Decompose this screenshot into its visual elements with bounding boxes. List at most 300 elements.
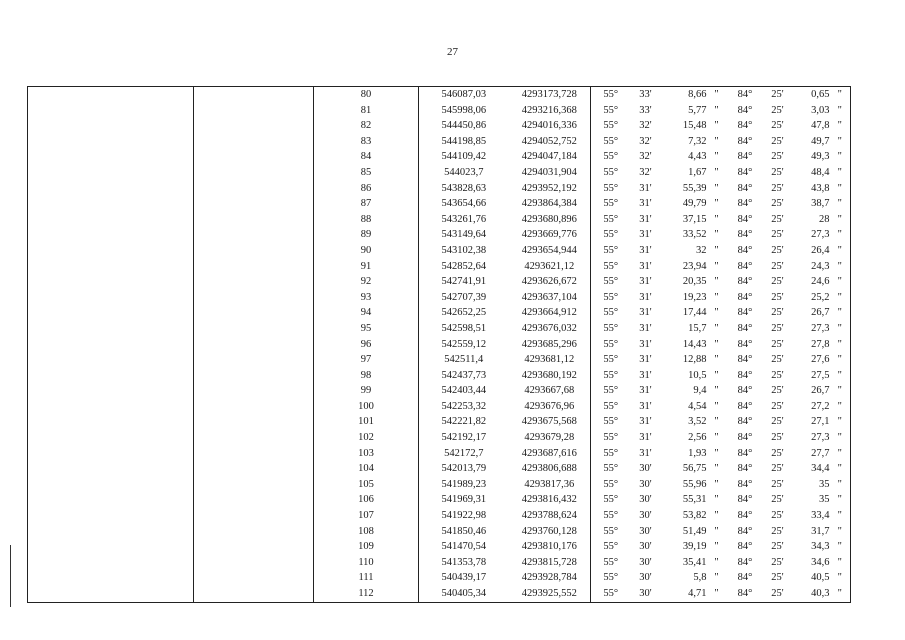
y-coordinate: 4293173,728 bbox=[509, 87, 591, 103]
latitude-seconds: 55,96 bbox=[682, 478, 707, 490]
blank-cell-b bbox=[194, 492, 314, 508]
latitude-seconds: 15,48 bbox=[682, 120, 707, 132]
latitude-seconds: 5,77 bbox=[688, 104, 707, 116]
point-number: 109 bbox=[314, 539, 419, 555]
table-row bbox=[28, 492, 851, 508]
blank-cell-b bbox=[194, 570, 314, 586]
latitude-seconds: 35,41 bbox=[682, 556, 707, 568]
table-row bbox=[28, 446, 851, 462]
x-coordinate: 542253,32 bbox=[419, 399, 509, 415]
table-row bbox=[28, 274, 851, 290]
y-coordinate: 4293760,128 bbox=[521, 525, 577, 537]
latitude-minutes: 31' bbox=[639, 447, 652, 459]
blank-cell-a bbox=[28, 555, 194, 571]
y-coordinate: 4293621,12 bbox=[524, 260, 575, 272]
table-row bbox=[28, 399, 851, 415]
longitude-seconds-mark: " bbox=[830, 461, 851, 477]
y-coordinate: 4293816,432 bbox=[521, 494, 577, 506]
longitude-minutes: 25' bbox=[771, 213, 784, 225]
latitude-degrees: 55° bbox=[591, 508, 631, 524]
latitude-seconds: 2,56 bbox=[688, 432, 707, 444]
longitude-seconds: 26,7 bbox=[811, 307, 830, 319]
x-coordinate: 542852,64 bbox=[419, 259, 509, 275]
longitude-seconds: 27,2 bbox=[811, 400, 830, 412]
latitude-degrees: 55° bbox=[591, 274, 631, 290]
latitude-seconds-mark: " bbox=[714, 478, 719, 490]
point-number: 98 bbox=[314, 368, 419, 384]
latitude-degrees: 55° bbox=[591, 524, 631, 540]
latitude-seconds-mark: " bbox=[714, 447, 719, 459]
latitude-seconds-mark: " bbox=[714, 541, 719, 553]
longitude-degrees: 84° bbox=[737, 307, 753, 319]
latitude-seconds: 56,75 bbox=[682, 463, 707, 475]
point-number: 95 bbox=[314, 321, 419, 337]
longitude-seconds-mark: " bbox=[830, 337, 851, 353]
latitude-minutes: 30' bbox=[639, 494, 652, 506]
latitude-seconds: 49,79 bbox=[682, 198, 707, 210]
longitude-seconds-mark: " bbox=[830, 539, 851, 555]
latitude-degrees: 55° bbox=[591, 570, 631, 586]
longitude-degrees: 84° bbox=[737, 182, 753, 194]
blank-cell-b bbox=[194, 477, 314, 493]
longitude-degrees: 84° bbox=[737, 416, 753, 428]
blank-cell-b bbox=[194, 274, 314, 290]
page-number: 27 bbox=[447, 46, 458, 58]
longitude-seconds-mark: " bbox=[830, 118, 851, 134]
longitude-seconds: 0,65 bbox=[792, 87, 830, 103]
point-number: 103 bbox=[314, 446, 419, 462]
latitude-minutes: 31' bbox=[639, 229, 652, 241]
y-coordinate: 4293680,192 bbox=[521, 369, 577, 381]
longitude-seconds-mark: " bbox=[830, 243, 851, 259]
longitude-minutes: 25' bbox=[771, 510, 784, 522]
y-coordinate: 4293664,912 bbox=[521, 307, 577, 319]
x-coordinate: 541470,54 bbox=[419, 539, 509, 555]
x-coordinate: 542707,39 bbox=[419, 290, 509, 306]
blank-cell-b bbox=[194, 87, 314, 103]
longitude-seconds-mark: " bbox=[830, 134, 851, 150]
longitude-degrees: 84° bbox=[737, 447, 753, 459]
longitude-seconds: 35 bbox=[819, 478, 830, 490]
latitude-minutes: 30' bbox=[639, 556, 652, 568]
longitude-seconds-mark: " bbox=[830, 212, 851, 228]
latitude-seconds-mark: " bbox=[714, 400, 719, 412]
latitude-degrees: 55° bbox=[591, 212, 631, 228]
latitude-minutes: 31' bbox=[639, 307, 652, 319]
x-coordinate: 543149,64 bbox=[419, 227, 509, 243]
point-number: 97 bbox=[314, 352, 419, 368]
latitude-seconds-mark: " bbox=[714, 244, 719, 256]
latitude-minutes: 31' bbox=[639, 400, 652, 412]
longitude-minutes: 25' bbox=[764, 87, 792, 103]
point-number: 100 bbox=[314, 399, 419, 415]
longitude-minutes: 25' bbox=[771, 572, 784, 584]
latitude-degrees: 55° bbox=[591, 259, 631, 275]
latitude-minutes: 31' bbox=[639, 213, 652, 225]
point-number: 91 bbox=[314, 259, 419, 275]
y-coordinate: 4293669,776 bbox=[521, 229, 577, 241]
longitude-minutes: 25' bbox=[771, 541, 784, 553]
x-coordinate: 543828,63 bbox=[419, 181, 509, 197]
y-coordinate: 4293667,68 bbox=[524, 385, 575, 397]
y-coordinate: 4294052,752 bbox=[521, 135, 577, 147]
longitude-seconds-mark: " bbox=[830, 368, 851, 384]
blank-cell-a bbox=[28, 259, 194, 275]
table-row bbox=[28, 196, 851, 212]
longitude-minutes: 25' bbox=[771, 229, 784, 241]
x-coordinate: 541353,78 bbox=[419, 555, 509, 571]
latitude-seconds: 51,49 bbox=[682, 525, 707, 537]
y-coordinate: 4293676,96 bbox=[524, 400, 575, 412]
latitude-seconds-mark: " bbox=[714, 198, 719, 210]
table-row bbox=[28, 181, 851, 197]
latitude-degrees: 55° bbox=[591, 134, 631, 150]
table-row bbox=[28, 243, 851, 259]
latitude-degrees: 55° bbox=[591, 87, 631, 103]
longitude-minutes: 25' bbox=[771, 182, 784, 194]
blank-cell-a bbox=[28, 524, 194, 540]
blank-cell-a bbox=[28, 430, 194, 446]
longitude-degrees: 84° bbox=[737, 525, 753, 537]
longitude-degrees: 84° bbox=[737, 135, 753, 147]
longitude-minutes: 25' bbox=[771, 198, 784, 210]
longitude-seconds-mark: " bbox=[830, 290, 851, 306]
latitude-seconds: 55,31 bbox=[682, 494, 707, 506]
latitude-seconds: 4,54 bbox=[688, 400, 707, 412]
x-coordinate: 542598,51 bbox=[419, 321, 509, 337]
table-row bbox=[28, 149, 851, 165]
blank-cell-b bbox=[194, 134, 314, 150]
longitude-seconds: 27,7 bbox=[811, 447, 830, 459]
x-coordinate: 544023,7 bbox=[419, 165, 509, 181]
latitude-minutes: 31' bbox=[639, 244, 652, 256]
blank-cell-a bbox=[28, 118, 194, 134]
latitude-seconds-mark: " bbox=[714, 260, 719, 272]
longitude-seconds-mark: " bbox=[830, 492, 851, 508]
blank-cell-b bbox=[194, 196, 314, 212]
table-row bbox=[28, 383, 851, 399]
x-coordinate: 543654,66 bbox=[419, 196, 509, 212]
blank-cell-b bbox=[194, 321, 314, 337]
y-coordinate: 4293679,28 bbox=[524, 432, 575, 444]
latitude-seconds-mark: " bbox=[714, 135, 719, 147]
longitude-seconds: 48,4 bbox=[811, 166, 830, 178]
longitude-seconds-mark: " bbox=[830, 165, 851, 181]
y-coordinate: 4293675,568 bbox=[521, 416, 577, 428]
longitude-seconds: 3,03 bbox=[811, 104, 830, 116]
latitude-seconds-mark: " bbox=[714, 369, 719, 381]
longitude-degrees: 84° bbox=[737, 260, 753, 272]
latitude-seconds-mark: " bbox=[714, 525, 719, 537]
table-body bbox=[28, 87, 851, 603]
table-row bbox=[28, 430, 851, 446]
longitude-minutes: 25' bbox=[764, 586, 792, 602]
blank-cell-b bbox=[194, 212, 314, 228]
latitude-minutes: 31' bbox=[639, 260, 652, 272]
longitude-seconds-mark: " bbox=[830, 477, 851, 493]
point-number: 101 bbox=[314, 414, 419, 430]
longitude-seconds-mark: " bbox=[830, 103, 851, 119]
blank-cell-a bbox=[28, 586, 194, 602]
latitude-degrees: 55° bbox=[591, 227, 631, 243]
y-coordinate: 4293637,104 bbox=[521, 291, 577, 303]
x-coordinate: 546087,03 bbox=[419, 87, 509, 103]
y-coordinate: 4293216,368 bbox=[521, 104, 577, 116]
latitude-seconds: 15,7 bbox=[688, 322, 707, 334]
y-coordinate: 4293680,896 bbox=[521, 213, 577, 225]
latitude-seconds-mark: " bbox=[714, 120, 719, 132]
x-coordinate: 544198,85 bbox=[419, 134, 509, 150]
x-coordinate: 542172,7 bbox=[419, 446, 509, 462]
latitude-seconds: 8,66 bbox=[661, 87, 707, 103]
longitude-seconds: 40,5 bbox=[811, 572, 830, 584]
table-row bbox=[28, 539, 851, 555]
blank-cell-b bbox=[194, 103, 314, 119]
latitude-minutes: 30' bbox=[639, 572, 652, 584]
table-row bbox=[28, 570, 851, 586]
y-coordinate: 4293681,12 bbox=[524, 354, 575, 366]
latitude-degrees: 55° bbox=[591, 477, 631, 493]
x-coordinate: 542559,12 bbox=[419, 337, 509, 353]
blank-cell-a bbox=[28, 181, 194, 197]
point-number: 92 bbox=[314, 274, 419, 290]
longitude-seconds: 31,7 bbox=[811, 525, 830, 537]
latitude-seconds: 33,52 bbox=[682, 229, 707, 241]
latitude-seconds-mark: " bbox=[714, 151, 719, 163]
latitude-minutes: 31' bbox=[639, 182, 652, 194]
longitude-minutes: 25' bbox=[771, 166, 784, 178]
longitude-seconds-mark: " bbox=[830, 259, 851, 275]
longitude-degrees: 84° bbox=[737, 166, 753, 178]
y-coordinate: 4293806,688 bbox=[521, 463, 577, 475]
x-coordinate: 541969,31 bbox=[419, 492, 509, 508]
latitude-minutes: 31' bbox=[639, 385, 652, 397]
latitude-seconds: 10,5 bbox=[688, 369, 707, 381]
point-number: 88 bbox=[314, 212, 419, 228]
longitude-degrees: 84° bbox=[737, 572, 753, 584]
longitude-degrees: 84° bbox=[737, 229, 753, 241]
table-row bbox=[28, 305, 851, 321]
x-coordinate: 543261,76 bbox=[419, 212, 509, 228]
longitude-minutes: 25' bbox=[771, 432, 784, 444]
latitude-seconds-mark: " bbox=[714, 104, 719, 116]
latitude-seconds-mark: " bbox=[714, 322, 719, 334]
longitude-minutes: 25' bbox=[771, 151, 784, 163]
latitude-degrees: 55° bbox=[591, 461, 631, 477]
blank-cell-b bbox=[194, 227, 314, 243]
longitude-minutes: 25' bbox=[771, 525, 784, 537]
table-row bbox=[28, 118, 851, 134]
latitude-seconds-mark: " bbox=[714, 338, 719, 350]
point-number: 84 bbox=[314, 149, 419, 165]
longitude-minutes: 25' bbox=[771, 556, 784, 568]
longitude-minutes: 25' bbox=[771, 260, 784, 272]
blank-cell-b bbox=[194, 290, 314, 306]
latitude-seconds-mark: " bbox=[714, 182, 719, 194]
y-coordinate: 4293815,728 bbox=[521, 556, 577, 568]
longitude-seconds-mark: " bbox=[830, 508, 851, 524]
latitude-seconds: 3,52 bbox=[688, 416, 707, 428]
longitude-seconds-mark: " bbox=[830, 586, 851, 602]
blank-cell-b bbox=[194, 337, 314, 353]
x-coordinate: 544109,42 bbox=[419, 149, 509, 165]
point-number: 87 bbox=[314, 196, 419, 212]
longitude-seconds: 27,1 bbox=[811, 416, 830, 428]
longitude-minutes: 25' bbox=[771, 244, 784, 256]
blank-cell-a bbox=[28, 212, 194, 228]
latitude-degrees: 55° bbox=[591, 414, 631, 430]
latitude-minutes: 31' bbox=[639, 322, 652, 334]
table-row bbox=[28, 337, 851, 353]
blank-cell-a bbox=[28, 570, 194, 586]
latitude-seconds-mark: " bbox=[714, 385, 719, 397]
latitude-degrees: 55° bbox=[591, 118, 631, 134]
longitude-degrees: 84° bbox=[737, 276, 753, 288]
blank-cell-a bbox=[28, 383, 194, 399]
longitude-degrees: 84° bbox=[737, 432, 753, 444]
longitude-degrees: 84° bbox=[737, 369, 753, 381]
blank-cell-b bbox=[194, 414, 314, 430]
latitude-degrees: 55° bbox=[591, 399, 631, 415]
blank-cell-a bbox=[28, 274, 194, 290]
blank-cell-a bbox=[28, 508, 194, 524]
table-row bbox=[28, 461, 851, 477]
point-number: 94 bbox=[314, 305, 419, 321]
latitude-seconds: 19,23 bbox=[682, 291, 707, 303]
longitude-seconds: 26,4 bbox=[811, 244, 830, 256]
longitude-degrees: 84° bbox=[737, 213, 753, 225]
longitude-degrees: 84° bbox=[737, 151, 753, 163]
y-coordinate: 4293626,672 bbox=[521, 276, 577, 288]
latitude-minutes: 33' bbox=[639, 104, 652, 116]
table-row bbox=[28, 290, 851, 306]
latitude-degrees: 55° bbox=[591, 539, 631, 555]
latitude-minutes: 33' bbox=[631, 87, 661, 103]
latitude-seconds: 32 bbox=[696, 244, 707, 256]
x-coordinate: 540439,17 bbox=[419, 570, 509, 586]
latitude-degrees: 55° bbox=[591, 337, 631, 353]
blank-cell-a bbox=[28, 243, 194, 259]
latitude-minutes: 30' bbox=[639, 478, 652, 490]
y-coordinate: 4293676,032 bbox=[521, 322, 577, 334]
y-coordinate: 4293687,616 bbox=[521, 447, 577, 459]
longitude-minutes: 25' bbox=[771, 400, 784, 412]
latitude-minutes: 31' bbox=[639, 369, 652, 381]
longitude-minutes: 25' bbox=[771, 447, 784, 459]
latitude-minutes: 31' bbox=[639, 198, 652, 210]
table-row bbox=[28, 524, 851, 540]
point-number: 110 bbox=[314, 555, 419, 571]
latitude-degrees: 55° bbox=[591, 446, 631, 462]
longitude-seconds: 28 bbox=[819, 213, 830, 225]
blank-cell-b bbox=[194, 461, 314, 477]
table-row bbox=[28, 352, 851, 368]
latitude-minutes: 30' bbox=[639, 541, 652, 553]
longitude-seconds-mark: " bbox=[830, 181, 851, 197]
latitude-degrees: 55° bbox=[591, 321, 631, 337]
point-number: 105 bbox=[314, 477, 419, 493]
point-number: 83 bbox=[314, 134, 419, 150]
x-coordinate: 541922,98 bbox=[419, 508, 509, 524]
longitude-minutes: 25' bbox=[771, 307, 784, 319]
blank-cell-a bbox=[28, 492, 194, 508]
blank-cell-b bbox=[194, 430, 314, 446]
longitude-minutes: 25' bbox=[771, 385, 784, 397]
point-number: 82 bbox=[314, 118, 419, 134]
blank-cell-b bbox=[194, 383, 314, 399]
latitude-degrees: 55° bbox=[591, 305, 631, 321]
point-number: 80 bbox=[314, 87, 419, 103]
blank-cell-b bbox=[194, 446, 314, 462]
blank-cell-b bbox=[194, 399, 314, 415]
latitude-seconds-mark: " bbox=[714, 463, 719, 475]
point-number: 93 bbox=[314, 290, 419, 306]
longitude-degrees: 84° bbox=[737, 338, 753, 350]
blank-cell-a bbox=[28, 539, 194, 555]
latitude-seconds: 20,35 bbox=[682, 276, 707, 288]
y-coordinate: 4293810,176 bbox=[521, 541, 577, 553]
latitude-seconds: 12,88 bbox=[682, 354, 707, 366]
blank-cell-a bbox=[28, 149, 194, 165]
longitude-seconds: 27,3 bbox=[811, 229, 830, 241]
latitude-seconds: 1,93 bbox=[688, 447, 707, 459]
blank-cell-a bbox=[28, 134, 194, 150]
blank-cell-b bbox=[194, 305, 314, 321]
longitude-seconds: 34,6 bbox=[811, 556, 830, 568]
blank-cell-a bbox=[28, 165, 194, 181]
latitude-seconds-mark: " bbox=[714, 510, 719, 522]
latitude-degrees: 55° bbox=[591, 103, 631, 119]
table-row bbox=[28, 368, 851, 384]
blank-cell-a bbox=[28, 305, 194, 321]
longitude-seconds: 24,3 bbox=[811, 260, 830, 272]
longitude-degrees: 84° bbox=[737, 541, 753, 553]
longitude-seconds: 49,7 bbox=[811, 135, 830, 147]
blank-cell-b bbox=[194, 352, 314, 368]
latitude-seconds: 53,82 bbox=[682, 510, 707, 522]
latitude-seconds: 23,94 bbox=[682, 260, 707, 272]
longitude-seconds-mark: " bbox=[830, 555, 851, 571]
point-number: 106 bbox=[314, 492, 419, 508]
latitude-degrees: 55° bbox=[591, 586, 631, 602]
latitude-seconds-mark: " bbox=[714, 307, 719, 319]
latitude-minutes: 31' bbox=[639, 291, 652, 303]
point-number: 107 bbox=[314, 508, 419, 524]
table-row bbox=[28, 414, 851, 430]
blank-cell-a bbox=[28, 477, 194, 493]
longitude-seconds: 25,2 bbox=[811, 291, 830, 303]
latitude-seconds: 17,44 bbox=[682, 307, 707, 319]
y-coordinate: 4293952,192 bbox=[521, 182, 577, 194]
latitude-seconds: 55,39 bbox=[682, 182, 707, 194]
longitude-seconds: 27,6 bbox=[811, 354, 830, 366]
longitude-seconds: 34,3 bbox=[811, 541, 830, 553]
latitude-minutes: 31' bbox=[639, 354, 652, 366]
longitude-minutes: 25' bbox=[771, 463, 784, 475]
latitude-degrees: 55° bbox=[591, 430, 631, 446]
longitude-seconds: 33,4 bbox=[811, 510, 830, 522]
latitude-seconds: 4,71 bbox=[661, 586, 707, 602]
y-coordinate: 4293817,36 bbox=[524, 478, 575, 490]
latitude-degrees: 55° bbox=[591, 555, 631, 571]
y-coordinate: 4293685,296 bbox=[521, 338, 577, 350]
blank-cell-a bbox=[28, 337, 194, 353]
table-row bbox=[28, 508, 851, 524]
y-coordinate: 4294016,336 bbox=[521, 120, 577, 132]
latitude-minutes: 32' bbox=[639, 120, 652, 132]
longitude-seconds-mark: " bbox=[830, 305, 851, 321]
latitude-minutes: 31' bbox=[639, 416, 652, 428]
